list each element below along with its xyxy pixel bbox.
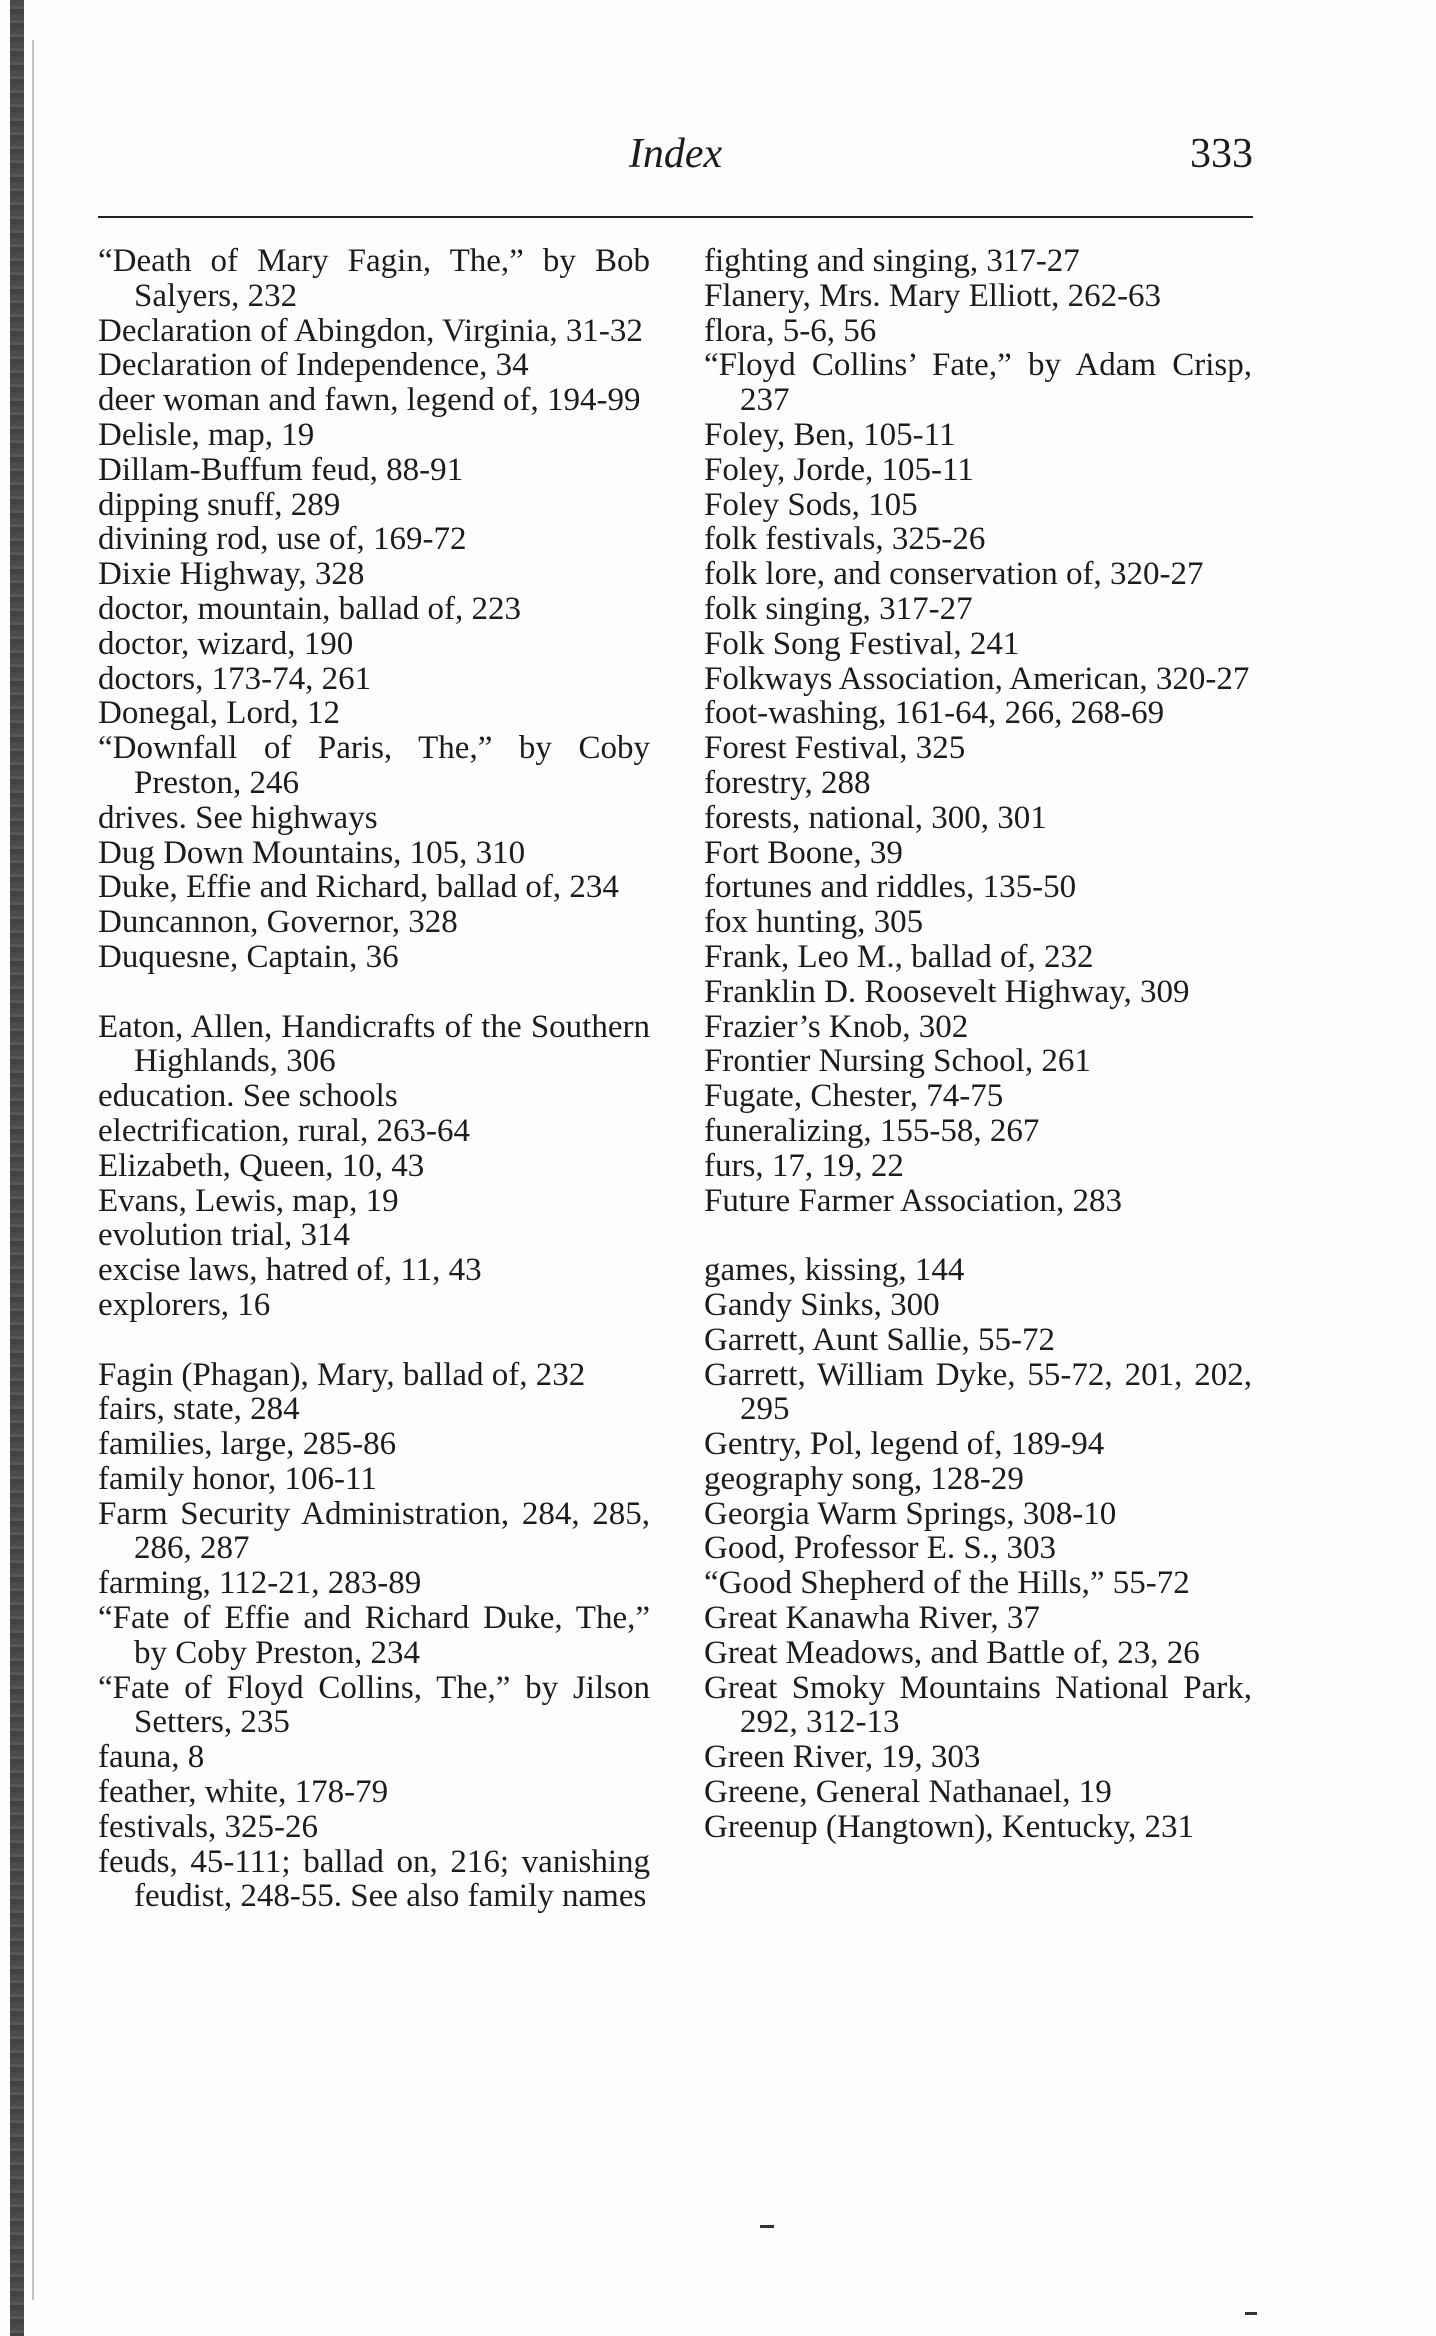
index-entry: Foley, Ben, 105-11 bbox=[704, 416, 956, 453]
index-entry: “Downfall of Paris, The,” by Coby Preston, 246 bbox=[98, 730, 650, 801]
index-entry: explorers, 16 bbox=[98, 1286, 271, 1323]
index-entry: Gentry, Pol, legend of, 189-94 bbox=[704, 1426, 1105, 1463]
index-entry: Farm Security Administration, 284, 285, 286, 287 bbox=[98, 1495, 650, 1567]
index-entry: festivals, 325-26 bbox=[98, 1808, 318, 1845]
index-entry: Dixie Highway, 328 bbox=[98, 556, 365, 593]
page-number: 333 bbox=[1190, 131, 1253, 177]
index-entry: family honor, 106-11 bbox=[98, 1460, 377, 1497]
index-entry: folk lore, and conservation of, 320-27 bbox=[704, 556, 1204, 593]
index-entry: “Good Shepherd of the Hills,” 55-72 bbox=[704, 1565, 1190, 1602]
index-entry: “Death of Mary Fagin, The,” by Bob Salyers, 232 bbox=[98, 243, 650, 314]
index-entry: Forest Festival, 325 bbox=[704, 730, 966, 767]
index-entry: Georgia Warm Springs, 308-10 bbox=[704, 1495, 1117, 1532]
index-entry: divining rod, use of, 169-72 bbox=[98, 521, 467, 558]
section-gap bbox=[704, 1218, 1252, 1253]
index-entry: Good, Professor E. S., 303 bbox=[704, 1530, 1056, 1567]
index-entry: fighting and singing, 317-27 bbox=[704, 243, 1080, 279]
index-entry: fortunes and riddles, 135-50 bbox=[704, 869, 1077, 906]
page-title: Index bbox=[628, 131, 723, 177]
index-entry: Greene, General Nathanael, 19 bbox=[704, 1774, 1112, 1811]
index-column-left bbox=[98, 244, 650, 1914]
index-entry: “Fate of Floyd Collins, The,” by Jilson Setters, 235 bbox=[98, 1669, 650, 1741]
index-entry: Declaration of Abingdon, Virginia, 31-32 bbox=[98, 312, 643, 349]
index-entry: fauna, 8 bbox=[98, 1739, 205, 1776]
index-entry: Declaration of Independence, 34 bbox=[98, 347, 529, 384]
index-entry: Flanery, Mrs. Mary Elliott, 262-63 bbox=[704, 277, 1162, 314]
index-entry: funeralizing, 155-58, 267 bbox=[704, 1112, 1040, 1149]
index-entry: doctor, wizard, 190 bbox=[98, 625, 354, 662]
index-entry: Eaton, Allen, Handicrafts of the Southern Highlands, 306 bbox=[98, 1008, 650, 1080]
index-entry: geography song, 128-29 bbox=[704, 1460, 1024, 1497]
index-entry: folk singing, 317-27 bbox=[704, 590, 973, 627]
index-entry: Green River, 19, 303 bbox=[704, 1739, 981, 1776]
print-speck bbox=[760, 2225, 774, 2228]
index-entry: doctors, 173-74, 261 bbox=[98, 660, 372, 697]
index-entry: evolution trial, 314 bbox=[98, 1217, 351, 1254]
index-entry: fox hunting, 305 bbox=[704, 904, 924, 941]
index-entry: Duke, Effie and Richard, ballad of, 234 bbox=[98, 869, 619, 906]
index-entry: dipping snuff, 289 bbox=[98, 486, 341, 523]
index-entry: Dillam-Buffum feud, 88-91 bbox=[98, 451, 464, 488]
index-entry: Duncannon, Governor, 328 bbox=[98, 904, 458, 941]
index-entry: Future Farmer Association, 283 bbox=[704, 1182, 1122, 1219]
index-entry: furs, 17, 19, 22 bbox=[704, 1147, 904, 1184]
index-entry: “Fate of Effie and Richard Duke, The,” by Coby Preston, 234 bbox=[98, 1600, 650, 1671]
index-entry: Frazier’s Knob, 302 bbox=[704, 1008, 969, 1045]
index-entry: feather, white, 178-79 bbox=[98, 1774, 389, 1811]
index-entry: Donegal, Lord, 12 bbox=[98, 695, 340, 732]
index-entry: fairs, state, 284 bbox=[98, 1391, 300, 1428]
index-entry: forestry, 288 bbox=[704, 764, 871, 801]
index-entry: Frank, Leo M., ballad of, 232 bbox=[704, 938, 1094, 975]
index-entry: Fagin (Phagan), Mary, ballad of, 232 bbox=[98, 1356, 586, 1393]
index-entry: Folk Song Festival, 241 bbox=[704, 625, 1020, 662]
index-entry: farming, 112-21, 283-89 bbox=[98, 1565, 422, 1602]
index-column-right bbox=[704, 244, 1252, 1845]
index-entry: Foley, Jorde, 105-11 bbox=[704, 451, 974, 488]
index-entry: Folkways Association, American, 320-27 bbox=[704, 660, 1250, 697]
index-entry: Frontier Nursing School, 261 bbox=[704, 1043, 1091, 1080]
section-gap bbox=[98, 975, 650, 1010]
index-entry: Greenup (Hangtown), Kentucky, 231 bbox=[704, 1808, 1194, 1845]
index-entry: education. See schools bbox=[98, 1078, 398, 1115]
index-entry: Great Smoky Mountains National Park, 292, 312-13 bbox=[704, 1669, 1252, 1741]
index-entry: Fugate, Chester, 74-75 bbox=[704, 1078, 1004, 1115]
index-entry: folk festivals, 325-26 bbox=[704, 521, 986, 558]
index-entry: Franklin D. Roosevelt Highway, 309 bbox=[704, 973, 1190, 1010]
print-speck bbox=[1245, 2312, 1257, 2315]
index-entry: foot-washing, 161-64, 266, 268-69 bbox=[704, 695, 1165, 732]
header-rule bbox=[98, 216, 1253, 218]
index-entry: excise laws, hatred of, 11, 43 bbox=[98, 1252, 482, 1289]
index-entry: families, large, 285-86 bbox=[98, 1426, 397, 1463]
section-gap bbox=[98, 1323, 650, 1358]
index-entry: games, kissing, 144 bbox=[704, 1252, 965, 1289]
index-entry: forests, national, 300, 301 bbox=[704, 799, 1047, 836]
index-entry: electrification, rural, 263-64 bbox=[98, 1112, 471, 1149]
index-entry: feuds, 45-111; ballad on, 216; vanishing feudist, 248-55. See also family names bbox=[98, 1843, 650, 1915]
index-entry: Elizabeth, Queen, 10, 43 bbox=[98, 1147, 425, 1184]
index-entry: drives. See highways bbox=[98, 799, 378, 836]
index-entry: Great Meadows, and Battle of, 23, 26 bbox=[704, 1634, 1200, 1671]
index-entry: Gandy Sinks, 300 bbox=[704, 1286, 940, 1323]
index-entry: deer woman and fawn, legend of, 194-99 bbox=[98, 382, 641, 419]
index-entry: Great Kanawha River, 37 bbox=[704, 1600, 1040, 1637]
index-entry: Garrett, Aunt Sallie, 55-72 bbox=[704, 1321, 1056, 1358]
index-entry: doctor, mountain, ballad of, 223 bbox=[98, 590, 522, 627]
book-binding-edge bbox=[10, 0, 24, 2336]
index-entry: Foley Sods, 105 bbox=[704, 486, 918, 523]
index-entry: Evans, Lewis, map, 19 bbox=[98, 1182, 399, 1219]
index-entry: flora, 5-6, 56 bbox=[704, 312, 877, 349]
page-header bbox=[98, 130, 1253, 210]
index-entry: Garrett, William Dyke, 55-72, 201, 202, 295 bbox=[704, 1356, 1252, 1428]
page-gutter-line bbox=[32, 40, 34, 2300]
index-entry: “Floyd Collins’ Fate,” by Adam Crisp, 237 bbox=[704, 347, 1252, 419]
index-entry: Duquesne, Captain, 36 bbox=[98, 938, 399, 975]
index-entry: Dug Down Mountains, 105, 310 bbox=[98, 834, 526, 871]
index-entry: Fort Boone, 39 bbox=[704, 834, 903, 871]
index-entry: Delisle, map, 19 bbox=[98, 416, 315, 453]
